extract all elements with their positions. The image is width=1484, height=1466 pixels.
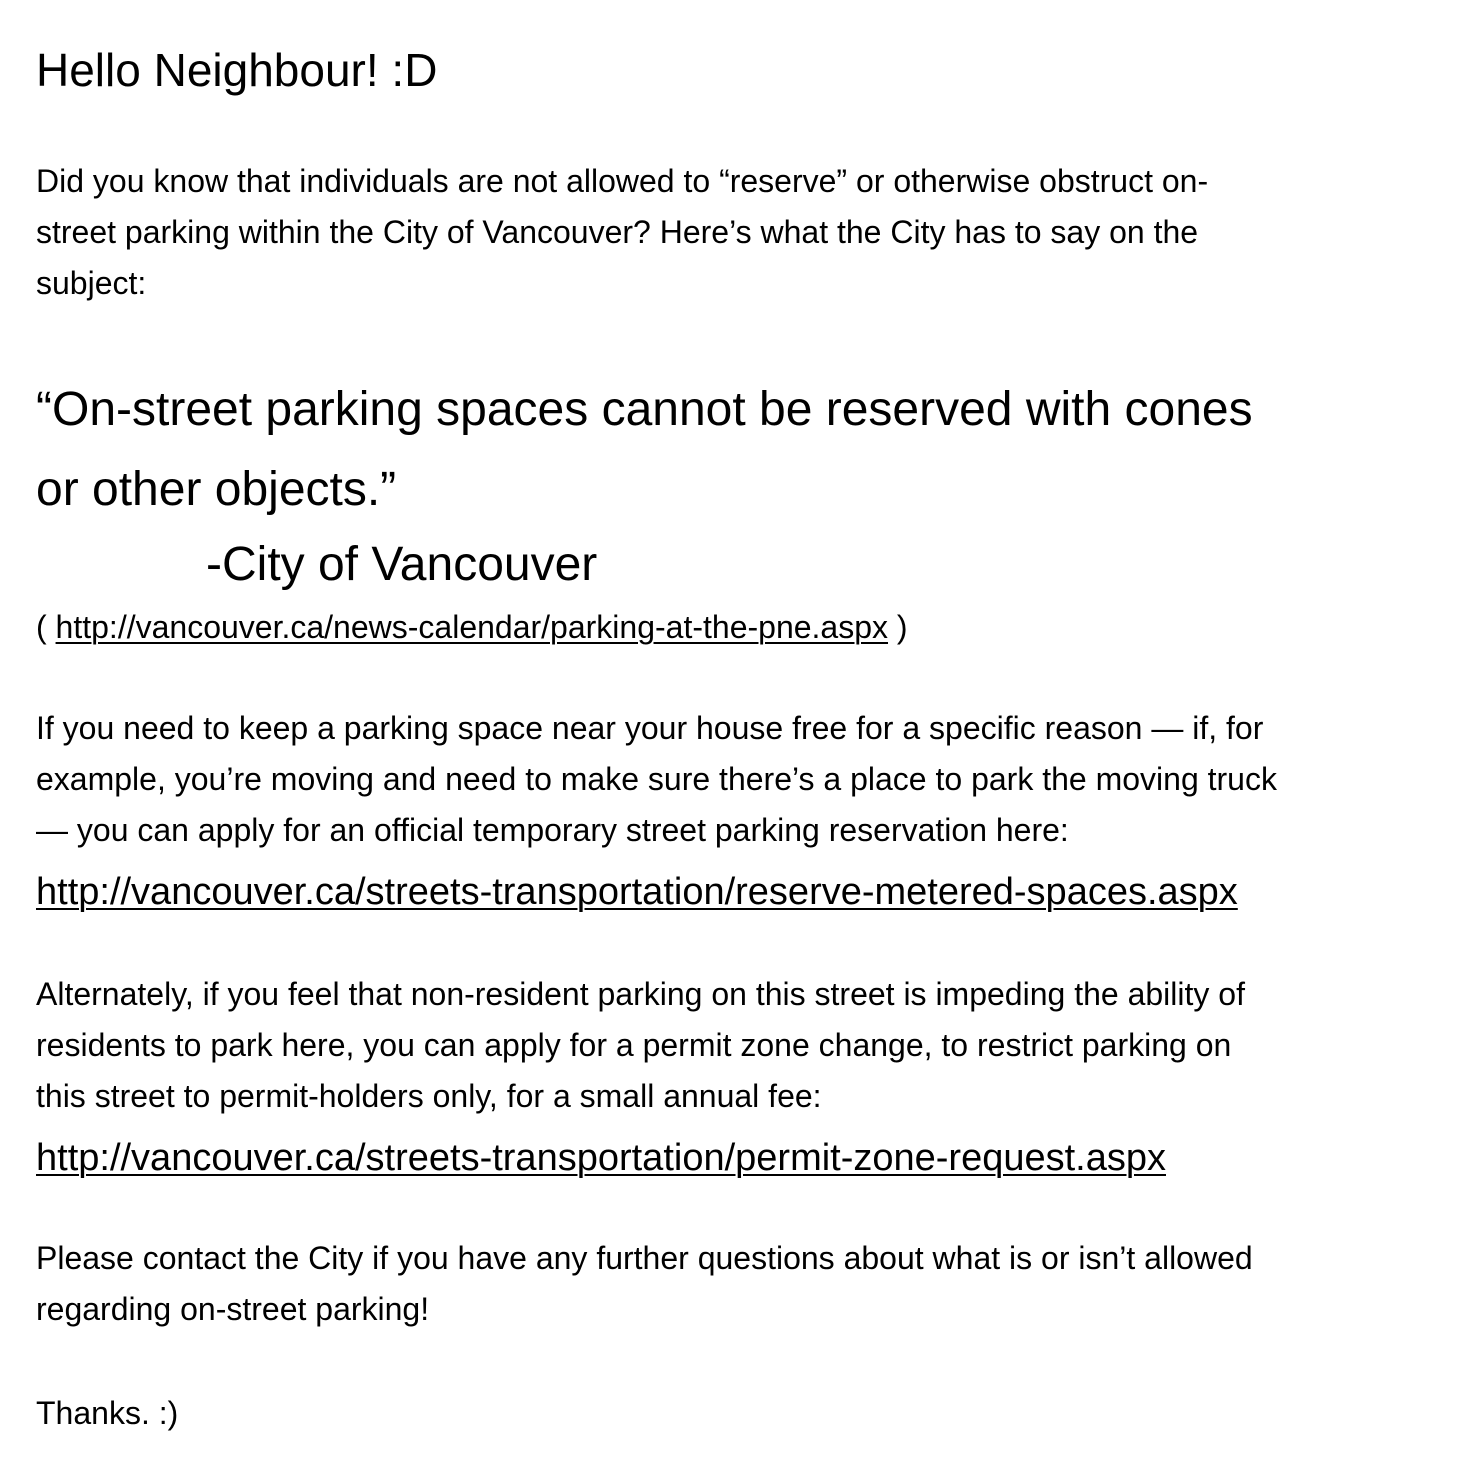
reservation-line: If you need to keep a parking space near your house free for a specific reason — if, for [36, 710, 1264, 746]
reservation-link-container [36, 864, 1238, 920]
reservation-line: — you can apply for an official temporary street parking reservation here: [36, 812, 1069, 848]
intro-line: street parking within the City of Vancouver? Here’s what the City has to say on the [36, 214, 1199, 250]
intro-line: subject: [36, 265, 147, 301]
reservation-paragraph [36, 703, 1277, 856]
permit-line: this street to permit-holders only, for a small annual fee: [36, 1078, 822, 1114]
source-open-paren: ( [36, 609, 56, 645]
permit-paragraph [36, 969, 1245, 1122]
source-close-paren: ) [888, 609, 908, 645]
permit-line: residents to park here, you can apply for a permit zone change, to restrict parking on [36, 1027, 1232, 1063]
page-title: Hello Neighbour! :D [36, 44, 438, 96]
city-quote [36, 370, 1253, 530]
closing-paragraph [36, 1233, 1253, 1335]
reservation-line: example, you’re moving and need to make sure there’s a place to park the moving truck [36, 761, 1277, 797]
quote-line: or other objects.” [36, 463, 397, 516]
permit-line: Alternately, if you feel that non-resident parking on this street is impeding the ability of [36, 976, 1245, 1012]
closing-line: regarding on-street parking! [36, 1291, 430, 1327]
permit-link-container [36, 1130, 1166, 1186]
quote-line: “On-street parking spaces cannot be reserved with cones [36, 383, 1253, 436]
closing-line: Please contact the City if you have any further questions about what is or isn’t allowed [36, 1240, 1253, 1276]
permit-zone-request-link[interactable]: http://vancouver.ca/streets-transportation/permit-zone-request.aspx [36, 1137, 1166, 1179]
quote-attribution: -City of Vancouver [206, 538, 598, 591]
intro-line: Did you know that individuals are not allowed to “reserve” or otherwise obstruct on- [36, 163, 1209, 199]
source-link[interactable]: http://vancouver.ca/news-calendar/parking-at-the-pne.aspx [55, 609, 889, 645]
intro-paragraph [36, 156, 1208, 309]
reserve-metered-spaces-link[interactable]: http://vancouver.ca/streets-transportation/reserve-metered-spaces.aspx [36, 871, 1238, 913]
sign-off: Thanks. :) [36, 1395, 179, 1431]
quote-source [36, 604, 908, 650]
